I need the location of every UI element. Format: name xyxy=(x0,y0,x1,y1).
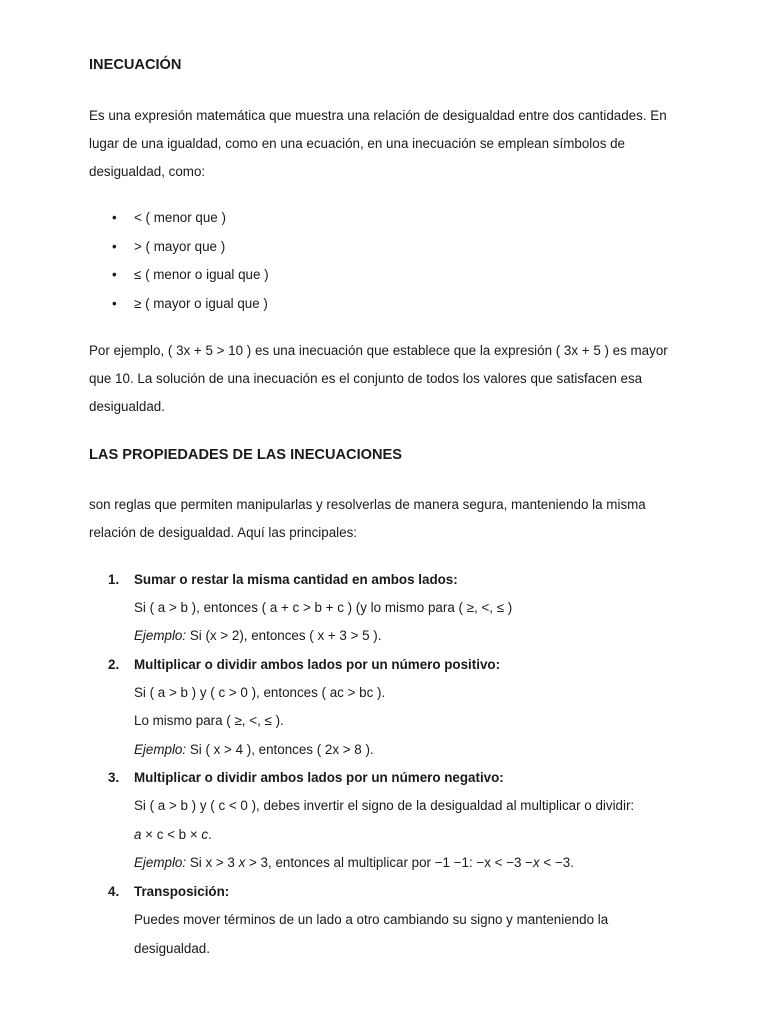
example-var: x xyxy=(238,855,246,870)
property-title: Multiplicar o dividir ambos lados por un número positivo: xyxy=(134,657,501,672)
example-label: Ejemplo: xyxy=(134,855,187,870)
section-intro-line-1: son reglas que permiten manipularlas y resolverlas de manera segura, manteniendo la misma xyxy=(89,497,646,512)
property-example xyxy=(134,628,381,643)
list-number: 4. xyxy=(108,884,120,899)
example-var: x xyxy=(533,855,540,870)
example-text: Si x > 3 xyxy=(186,855,239,870)
property-example xyxy=(134,855,574,870)
example-line-2: que 10. La solución de una inecuación es el conjunto de todos los valores que satisfacen esa xyxy=(89,371,643,386)
property-rule: Si ( a > b ) y ( c > 0 ), entonces ( ac > bc ). xyxy=(134,685,386,700)
property-example xyxy=(134,742,374,757)
property-rule-extra: desigualdad. xyxy=(134,941,210,956)
property-rule: Si ( a > b ) y ( c < 0 ), debes invertir el signo de la desigualdad al multiplicar o dividir: xyxy=(134,798,635,813)
property-formula xyxy=(134,827,212,842)
intro-line-3: desigualdad, como: xyxy=(89,164,206,179)
example-line-3: desigualdad. xyxy=(89,399,165,414)
example-text: < −3. xyxy=(539,855,574,870)
bullet-icon: • xyxy=(112,210,117,225)
example-line-1: Por ejemplo, ( 3x + 5 > 10 ) es una inecuación que establece que la expresión ( 3x + 5 ) es mayor xyxy=(89,343,668,358)
bullet-icon: • xyxy=(112,267,117,282)
property-title: Multiplicar o dividir ambos lados por un número negativo: xyxy=(134,770,504,785)
property-rule-extra: Lo mismo para ( ≥, <, ≤ ). xyxy=(134,713,284,728)
formula-text: . xyxy=(208,827,212,842)
page-title: INECUACIÓN xyxy=(89,57,182,73)
list-item: < ( menor que ) xyxy=(134,210,226,225)
intro-line-2: lugar de una igualdad, como en una ecuación, en una inecuación se emplean símbolos de xyxy=(89,136,625,151)
property-title: Sumar o restar la misma cantidad en ambos lados: xyxy=(134,572,458,587)
property-rule: Puedes mover términos de un lado a otro cambiando su signo y manteniendo la xyxy=(134,912,609,927)
example-label: Ejemplo: xyxy=(134,742,187,757)
bullet-icon: • xyxy=(112,296,117,311)
property-rule: Si ( a > b ), entonces ( a + c > b + c ) (y lo mismo para ( ≥, <, ≤ ) xyxy=(134,600,513,615)
example-text: Si ( x > 4 ), entonces ( 2x > 8 ). xyxy=(186,742,374,757)
section-title: LAS PROPIEDADES DE LAS INECUACIONES xyxy=(89,447,402,463)
example-text: Si (x > 2), entonces ( x + 3 > 5 ). xyxy=(186,628,382,643)
formula-var: c xyxy=(201,827,209,842)
intro-line-1: Es una expresión matemática que muestra una relación de desigualdad entre dos cantidades. En xyxy=(89,108,667,123)
bullet-icon: • xyxy=(112,239,117,254)
list-item: ≥ ( mayor o igual que ) xyxy=(134,296,268,311)
list-item: ≤ ( menor o igual que ) xyxy=(134,267,269,282)
formula-text: × c < b × xyxy=(141,827,202,842)
formula-var: a xyxy=(134,827,142,842)
list-number: 2. xyxy=(108,657,120,672)
list-item: > ( mayor que ) xyxy=(134,239,226,254)
list-number: 3. xyxy=(108,770,120,785)
list-number: 1. xyxy=(108,572,120,587)
example-text: > 3, entonces al multiplicar por −1 −1: −x < −3 − xyxy=(245,855,533,870)
section-intro-line-2: relación de desigualdad. Aquí las principales: xyxy=(89,525,357,540)
property-title: Transposición: xyxy=(134,884,230,899)
example-label: Ejemplo: xyxy=(134,628,187,643)
